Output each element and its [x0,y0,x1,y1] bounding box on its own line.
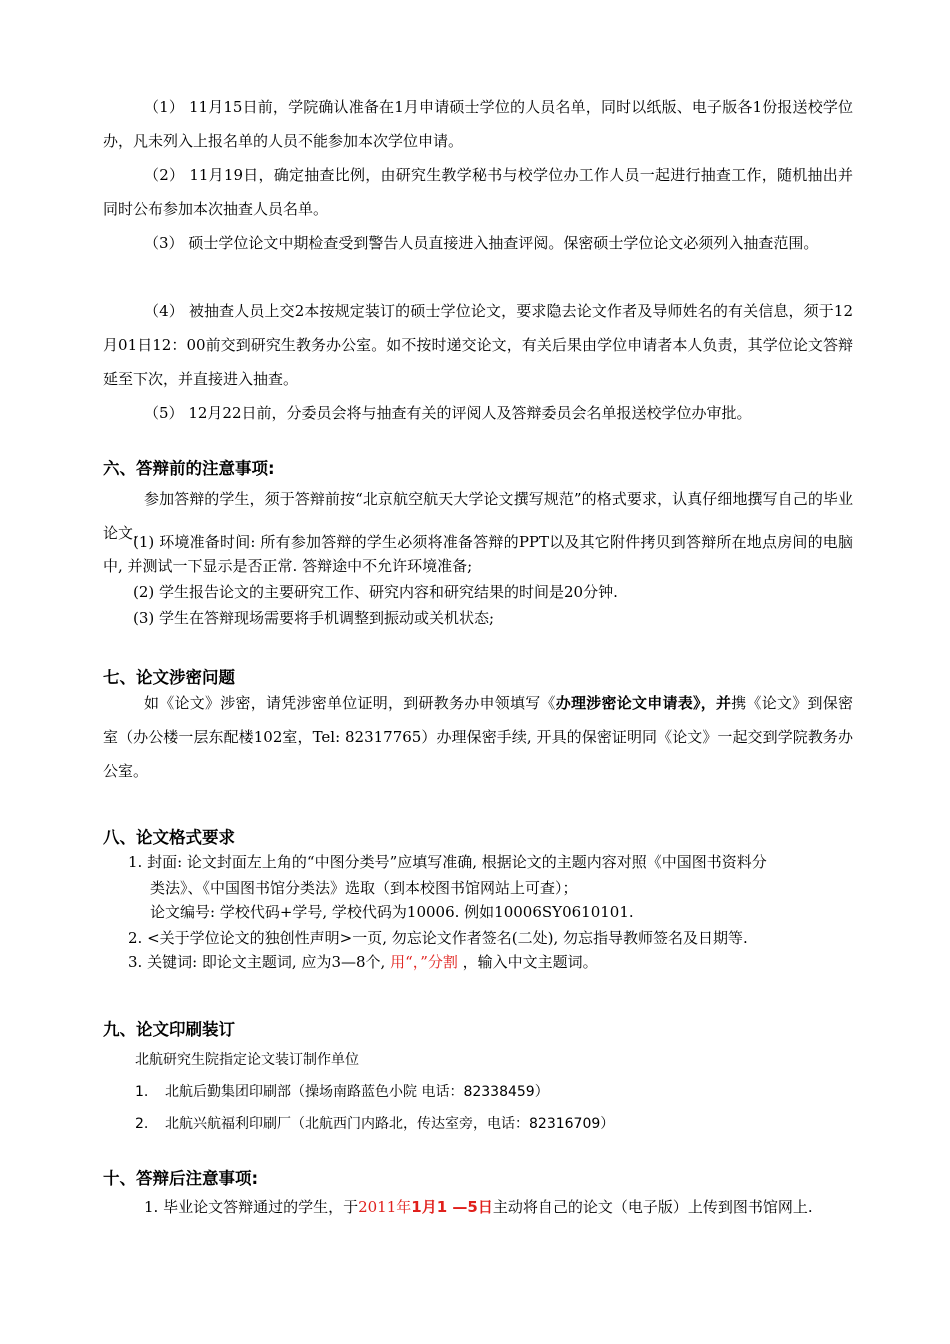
item-text: 11月19日，确定抽查比例，由研究生教学秘书与校学位办工作人员一起进行抽查工作，随机抽出并同时公布参加本次抽查人员名单。 [103,166,853,218]
item-number: （4） [144,302,184,320]
item-text: 北航兴航福利印刷厂（北航西门内路北，传达室旁，电话：82316709） [165,1116,615,1132]
highlight-text: 用“，”分割 [390,953,458,971]
highlight-date: 1月1 —5日 [411,1198,493,1216]
item-text: 12月22日前，分委员会将与抽查有关的评阅人及答辩委员会名单报送校学位办审批。 [188,404,752,422]
list-item [128,950,853,974]
list-item [103,294,853,396]
list-item [103,158,853,226]
section-title: 十、答辩后注意事项: [103,1169,259,1188]
form-name: 办理涉密论文申请表》，并 [555,694,732,712]
item-number: （3） [144,234,184,252]
list-item-continuation: 类法》、《中国图书馆分类法》选取（到本校图书馆网站上可查）； [150,879,578,897]
text-run: 主动将自己的论文（电子版）上传到图书馆网上. [492,1198,813,1216]
list-item: (1) 环境准备时间: 所有参加答辩的学生必须将准备答辩的PPT以及其它附件拷贝到答辩所在地点房间的电脑中, 并测试一下显示是否正常. 答辩途中不允许环境准备; [103,533,853,575]
item-number: （5） [144,404,184,422]
section-title: 八、论文格式要求 [103,828,235,847]
list-item-continuation: 论文编号: 学校代码+学号, 学校代码为10006. 例如10006SY0610101. [150,903,634,921]
section-title: 九、论文印刷装订 [103,1020,235,1039]
text-run: 3. 关键词: 即论文主题词, 应为3—8个, [128,953,391,971]
list-item: (2) 学生报告论文的主要研究工作、研究内容和研究结果的时间是20分钟. [133,583,618,601]
section-title: 六、答辩前的注意事项: [103,459,275,478]
section-title: 七、论文涉密问题 [103,668,235,687]
section-paragraph [103,1190,853,1224]
section-paragraph [103,686,853,788]
item-text: 11月15日前，学院确认准备在1月申请硕士学位的人员名单，同时以纸版、电子版各1份报送校学位办，凡未列入上报名单的人员不能参加本次学位申请。 [103,98,854,150]
text-run: 1. 毕业论文答辩通过的学生，于 [144,1198,359,1216]
list-item [103,90,853,158]
list-item [103,226,853,260]
text-run: 携《论文》到保密室（办公楼一层东配楼102室，Tel: 82317765）办理保密手续, 开具的保密证明同《论文》一起交到学院教务办公室。 [103,694,853,780]
list-item: 2. <关于学位论文的独创性声明>一页, 勿忘论文作者签名(二处), 勿忘指导教师签名及日期等. [128,929,748,947]
highlight-year: 2011年 [358,1198,412,1216]
section-intro: 参加答辩的学生，须于答辩前按“北京航空航天大学论文撰写规范”的格式要求，认真仔细地撰写自己的毕业论文. [103,490,853,542]
text-run: ，输入中文主题词。 [457,953,598,971]
item-text: 被抽查人员上交2本按规定装订的硕士学位论文，要求隐去论文作者及导师姓名的有关信息，须于12月01日12：00前交到研究生教务办公室。如不按时递交论文，有关后果由学位申请者本人负责，其学位论文答辩延至下次，并直接进入抽查。 [103,302,853,388]
list-item [103,396,853,430]
list-item: 1. 封面: 论文封面左上角的“中图分类号”应填写准确, 根据论文的主题内容对照《中国图书资料分 [128,853,767,871]
list-item: (3) 学生在答辩现场需要将手机调整到振动或关机状态; [133,609,495,627]
item-text: 硕士学位论文中期检查受到警告人员直接进入抽查评阅。保密硕士学位论文必须列入抽查范围。 [188,234,819,252]
item-number: 2. [135,1116,149,1132]
item-number: （1） [144,98,185,116]
item-number: 1. [135,1084,149,1100]
item-text: 北航后勤集团印刷部（操场南路蓝色小院 电话：82338459） [165,1084,549,1100]
text-run: 如《论文》涉密，请凭涉密单位证明，到研教务办申领填写《 [144,694,556,712]
list-item [135,1110,885,1138]
section-subtitle: 北航研究生院指定论文装订制作单位 [135,1052,359,1068]
list-item [135,1078,885,1106]
item-number: （2） [144,166,185,184]
